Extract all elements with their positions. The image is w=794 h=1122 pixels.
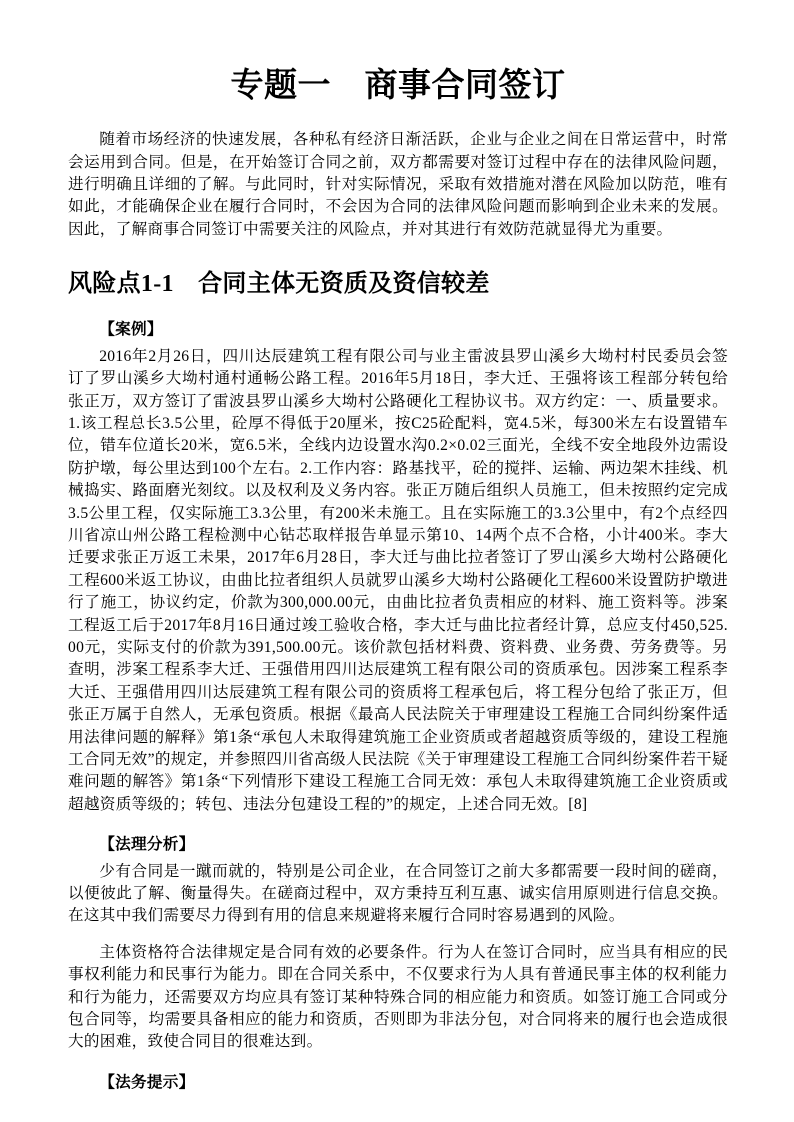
case-label: 【案例】 xyxy=(99,321,163,339)
paragraph-spacer xyxy=(68,928,728,942)
legal-tips-label: 【法务提示】 xyxy=(99,1073,195,1091)
case-paragraph: 2016年2月26日，四川达辰建筑工程有限公司与业主雷波县罗山溪乡大坳村村民委员会签订了罗山溪乡大坳村通村通畅公路工程。2016年5月18日，李大迁、王强将该工程部分转包给张正万，双方签订了雷波县罗山溪乡大坳村公路硬化工程协议书。双方约定：一、质量要求。1.该工程总长3.5公里，砼厚不得低于20厘米，按C25砼配料，宽4.5米，每300米左右设置错车位，错车位道长20米，宽6.5米，全线内边设置水沟0.2×0.02三面光，全线不安全地段外边需设防护墩，每公里达到100个左右。2.工作内容：路基找平，砼的搅拌、运输、两边架木挂线、机械捣实、路面磨光刻纹。以及权利及义务内容。张正万随后组织人员施工，但未按照约定完成3.5公里工程，仅实际施工3.3公里，有200米未施工。且在实际施工的3.3公里中，有2个点经四川省凉山州公路工程检测中心钻芯取样报告单显示第10、14两个点不合格，小计400米。李大迁要求张正万返工未果，2017年6月28日，李大迁与曲比拉者签订了罗山溪乡大坳村公路硬化工程600米返工协议，由曲比拉者组织人员就罗山溪乡大坳村公路硬化工程600米设置防护墩进行了施工，协议约定，价款为300,000.00元，由曲比拉者负责相应的材料、施工资料等。涉案工程返工后于2017年8月16日通过竣工验收合格，李大迁与曲比拉者经计算，总应支付450,525.00元，实际支付的价款为391,500.00元。该价款包括材料费、资料费、业务费、劳务费等。另查明，涉案工程系李大迁、王强借用四川达辰建筑工程有限公司的资质承包。因涉案工程系李大迁、王强借用四川达辰建筑工程有限公司的资质将工程承包后，将工程分包给了张正万，但张正万属于自然人，无承包资质。根据《最高人民法院关于审理建设工程施工合同纠纷案件适用法律问题的解释》第1条“承包人未取得建筑施工企业资质或者超越资质等级的，建设工程施工合同无效”的规定，并参照四川省高级人民法院《关于审理建设工程施工合同纠纷案件若干疑难问题的解答》第1条“下列情形下建设工程施工合同无效：承包人未取得建筑施工企业资质或超越资质等级的；转包、违法分包建设工程的”的规定，上述合同无效。[8] xyxy=(68,347,728,813)
legal-analysis-paragraph-1: 少有合同是一蹴而就的，特别是公司企业，在合同签订之前大多都需要一段时间的磋商，以便彼此了解、衡量得失。在磋商过程中，双方秉持互利互惠、诚实信用原则进行信息交换。在这其中我们需要尽力得到有用的信息来规避将来履行合同时容易遇到的风险。 xyxy=(68,862,728,925)
legal-analysis-paragraph-2: 主体资格符合法律规定是合同有效的必要条件。行为人在签订合同时，应当具有相应的民事权利能力和民事行为能力。即在合同关系中，不仅要求行为人具有普通民事主体的权利能力和行为能力，还需要双方均应具有签订某种特殊合同的相应能力和资质。如签订施工合同或分包合同等，均需要具备相应的能力和资质，否则即为非法分包，对合同将来的履行也会造成很大的困难，致使合同目的很难达到。 xyxy=(68,943,728,1051)
legal-analysis-label: 【法理分析】 xyxy=(99,836,195,854)
page-title: 专题一 商事合同签订 xyxy=(230,68,566,104)
section-heading-risk-point-1-1: 风险点1-1 合同主体无资质及资信较差 xyxy=(68,271,490,298)
intro-paragraph: 随着市场经济的快速发展，各种私有经济日渐活跃，企业与企业之间在日常运营中，时常会运用到合同。但是，在开始签订合同之前，双方都需要对签订过程中存在的法律风险问题，进行明确且详细的了解。与此同时，针对实际情况，采取有效措施对潜在风险加以防范，唯有如此，才能确保企业在履行合同时，不会因为合同的法律风险问题而影响到企业未来的发展。因此，了解商事合同签订中需要关注的风险点，并对其进行有效防范就显得尤为重要。 xyxy=(68,131,728,238)
